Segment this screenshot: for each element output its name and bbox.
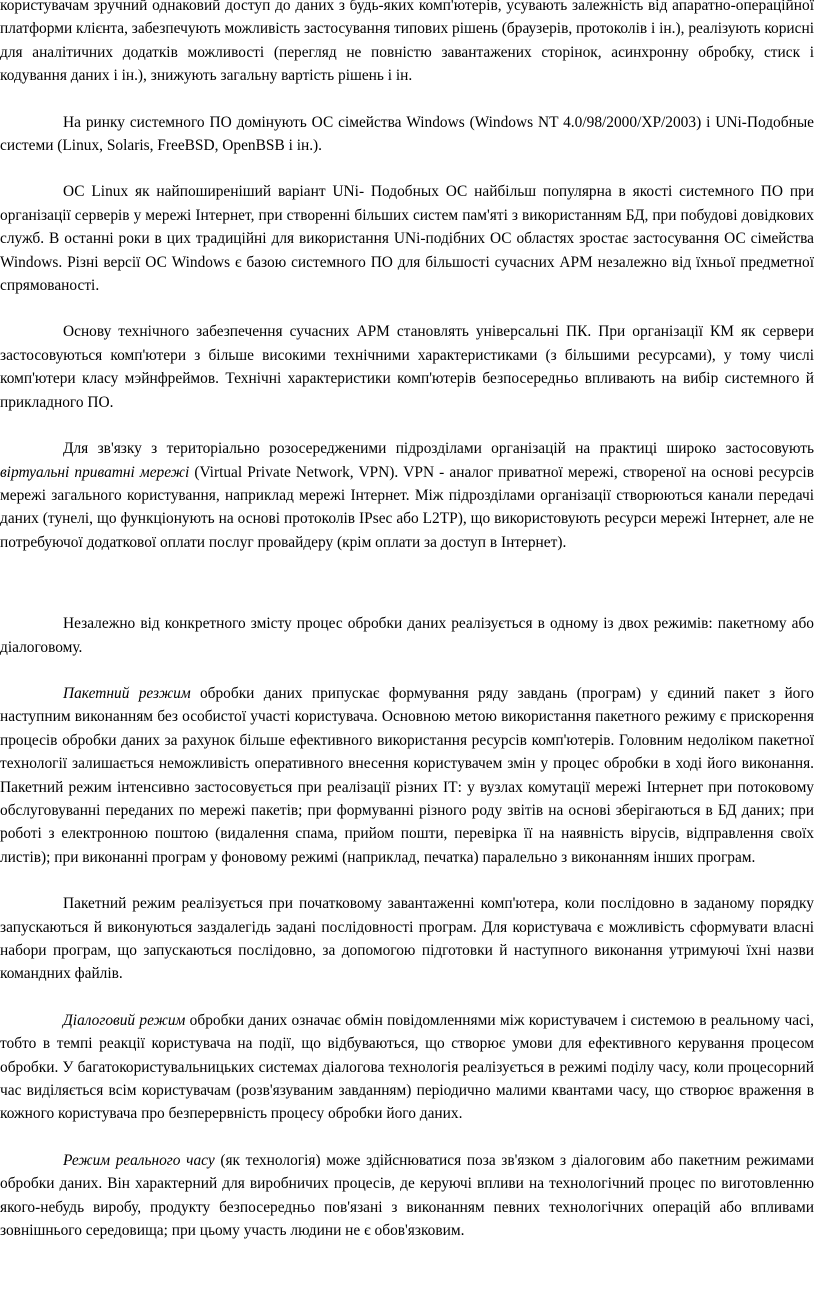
section-spacer xyxy=(0,554,814,612)
paragraph-spacer xyxy=(0,659,814,682)
paragraph-text: користувачам зручний однаковий доступ до даних з будь-яких комп'ютерів, усувають залежність від апаратно-операційної платформи клієнта, забезпечують можливість застосування типових рішень (браузерів, протоколів і ін.), реалізують корисні для аналітичних додатків можливості (перегляд не повністю завантажених сторінок, асинхронну обробку, стиск і кодування даних і ін.), знижують загальну вартість рішень і ін. xyxy=(0,0,814,85)
paragraph-vpn xyxy=(0,437,814,554)
paragraph-text: Основу технічного забезпечення сучасних АРМ становлять універсальні ПК. При організації КМ як сервери застосовуються комп'ютери з більше високими технічними характеристиками (з більшими ресурсами), у тому числі комп'ютери класу мэйнфреймов. Технічні характеристики комп'ютерів безпосередньо впливають на вибір системного й прикладного ПО. xyxy=(0,323,814,411)
paragraph-realtime-mode xyxy=(0,1149,814,1243)
paragraph-spacer xyxy=(0,414,814,437)
paragraph-client-access xyxy=(0,0,814,88)
paragraph-text: ОС Linux як найпоширеніший варіант UNi- Подобных ОС найбільш популярна в якості системного ПО при організації серверів у мережі Інтернет, при створенні більших систем пам'яті з використанням БД, при побудові довідкових служб. В останні роки в цих традиційні для використання UNi-подібних ОС областях зростає застосування ОС сімейства Windows. Різні версії ОС Windows є базою системного ПО для більшості сучасних АРМ незалежно від їхньої предметної спрямованості. xyxy=(0,183,814,295)
paragraph-spacer xyxy=(0,297,814,320)
paragraph-text-after: (як технологія) може здійснюватися поза зв'язком з діалоговим або пакетним режимами обробки даних. Він характерний для виробничих процесів, де керуючі впливи на технологічний процес по виготовленню якого-небудь виробу, продукту безпосередньо пов'язані з виконанням певних технологічних операцій або впливами зовнішнього середовища; при цьому участь людини не є обов'язковим. xyxy=(0,1151,814,1240)
paragraph-batch-boot xyxy=(0,892,814,986)
paragraph-text-after: (Virtual Private Network, VPN). VPN - аналог приватної мережі, створеної на основі ресурсів мережі загального користування, наприклад мережі Інтернет. Між підрозділами організації створюються канали передачі даних (тунелі, що функціонують на основі протоколів IPsec або L2TP), що використовують ресурси мережі Інтернет, але не потребуючої додаткової оплати послуг провайдеру (крім оплати за доступ в Інтернет). xyxy=(0,463,814,551)
paragraph-text: Пакетний режим реалізується при початковому завантаженні комп'ютера, коли послідовно в заданому порядку запускаються й виконуються заздалегідь задані послідовності програм. Для користувача є можливість сформувати власні набори програм, що запускаються послідовно, за допомогою підготовки й наступного виконання утримуючі їхні назви командних файлів. xyxy=(0,895,814,983)
paragraph-text: Незалежно від конкретного змісту процес обробки даних реалізується в одному із двох режимів: пакетному або діалоговому. xyxy=(0,615,814,656)
paragraph-spacer xyxy=(0,986,814,1009)
paragraph-term: Пакетний резжим xyxy=(63,684,191,702)
paragraph-dialog-mode xyxy=(0,1009,814,1126)
paragraph-hardware xyxy=(0,320,814,414)
paragraph-batch-mode xyxy=(0,682,814,869)
paragraph-term: віртуальні приватні мережі xyxy=(0,463,190,481)
paragraph-processing-modes xyxy=(0,612,814,659)
paragraph-spacer xyxy=(0,1126,814,1149)
paragraph-text-after: обробки даних припускає формування ряду завдань (програм) у єдиний пакет з його наступним виконанням без особистої участі користувача. Основною метою використання пакетного режиму є прискорення процесів обробки даних за рахунок більше ефективного використання ресурсів комп'ютерів. Головним недоліком пакетної технології залишається неможливість оперативного внесення користувачем змін у процес обробки в ході його виконання. Пакетний режим інтенсивно застосовується при реалізації різних ІТ: у вузлах комутації мережі Інтернет при потоковому обслуговуванні переданих по мережі пакетів; при формуванні різного роду звітів на основі зберігаються в БД даних; при роботі з електронною поштою (видалення спама, прийом пошти, перевірка її на наявність вірусів, відправлення своїх листів); при виконанні програм у фоновому режимі (наприклад, печатка) паралельно з виконанням інших програм. xyxy=(0,684,815,866)
paragraph-spacer xyxy=(0,157,814,180)
paragraph-os-market xyxy=(0,111,814,158)
paragraph-spacer xyxy=(0,869,814,892)
paragraph-linux xyxy=(0,180,814,297)
paragraph-term: Режим реального часу xyxy=(63,1151,215,1169)
paragraph-spacer xyxy=(0,88,814,111)
paragraph-text-after: обробки даних означає обмін повідомленнями між користувачем і системою в реальному часі, тобто в темпі реакції користувача на події, що відбуваються, що створює умови для ефективного керування процесом обробки. У багатокористувальницьких системах діалогова технологія реалізується в режимі поділу часу, коли процесорний час виділяється всім користувачам (розв'язуваним завданням) періодично малими квантами часу, що створює враження в кожного користувача про безперервність процесу обробки його даних. xyxy=(0,1011,815,1123)
paragraph-text: На ринку системного ПО домінують ОС сімейства Windows (Windows NT 4.0/98/2000/XP/2003) і UNi-Подобные системи (Linux, Solaris, FreeBSD, OpenBSB і ін.). xyxy=(0,113,814,155)
paragraph-text-before: Для зв'язку з територіально розосередженими підрозділами організацій на практиці широко застосовують xyxy=(63,440,814,458)
paragraph-term: Діалоговий режим xyxy=(63,1011,186,1029)
